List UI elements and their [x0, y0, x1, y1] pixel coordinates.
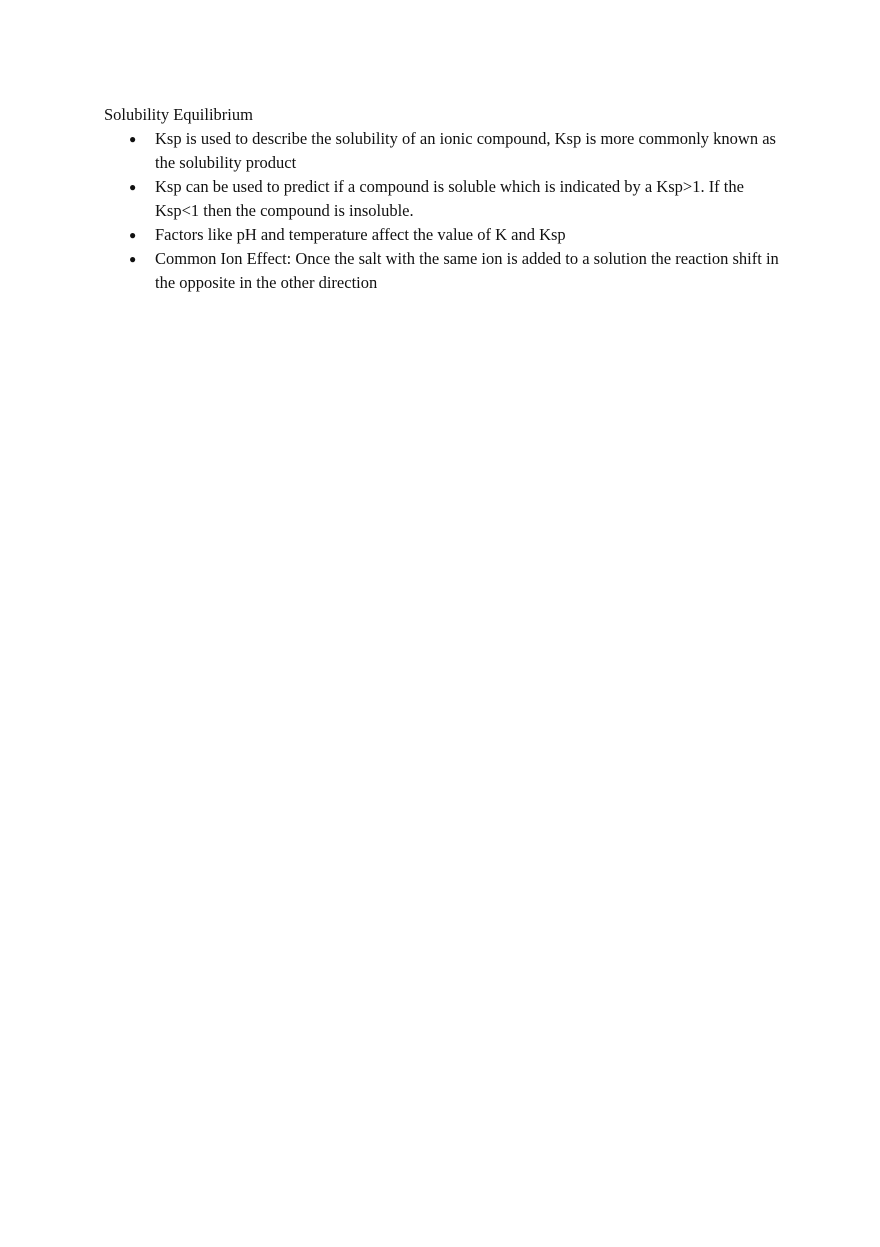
list-item-text: Ksp is used to describe the solubility of an ionic compound, Ksp is more commonly known as the solubility product: [155, 129, 776, 172]
list-item-text: Ksp can be used to predict if a compound is soluble which is indicated by a Ksp>1. If the Ksp<1 then the compound is insoluble.: [155, 177, 744, 220]
list-item: [104, 247, 784, 295]
document-content: [104, 103, 784, 295]
bullet-list: [104, 127, 784, 295]
bullet-icon: ●: [129, 180, 137, 194]
bullet-icon: ●: [129, 228, 137, 242]
list-item: [104, 175, 784, 223]
list-item-text: Factors like pH and temperature affect the value of K and Ksp: [155, 225, 566, 244]
bullet-icon: ●: [129, 252, 137, 266]
bullet-icon: ●: [129, 132, 137, 146]
list-item-text: Common Ion Effect: Once the salt with the same ion is added to a solution the reaction shift in the opposite in the other direction: [155, 249, 779, 292]
page-title: Solubility Equilibrium: [104, 105, 253, 124]
list-item: [104, 223, 784, 247]
list-item: [104, 127, 784, 175]
